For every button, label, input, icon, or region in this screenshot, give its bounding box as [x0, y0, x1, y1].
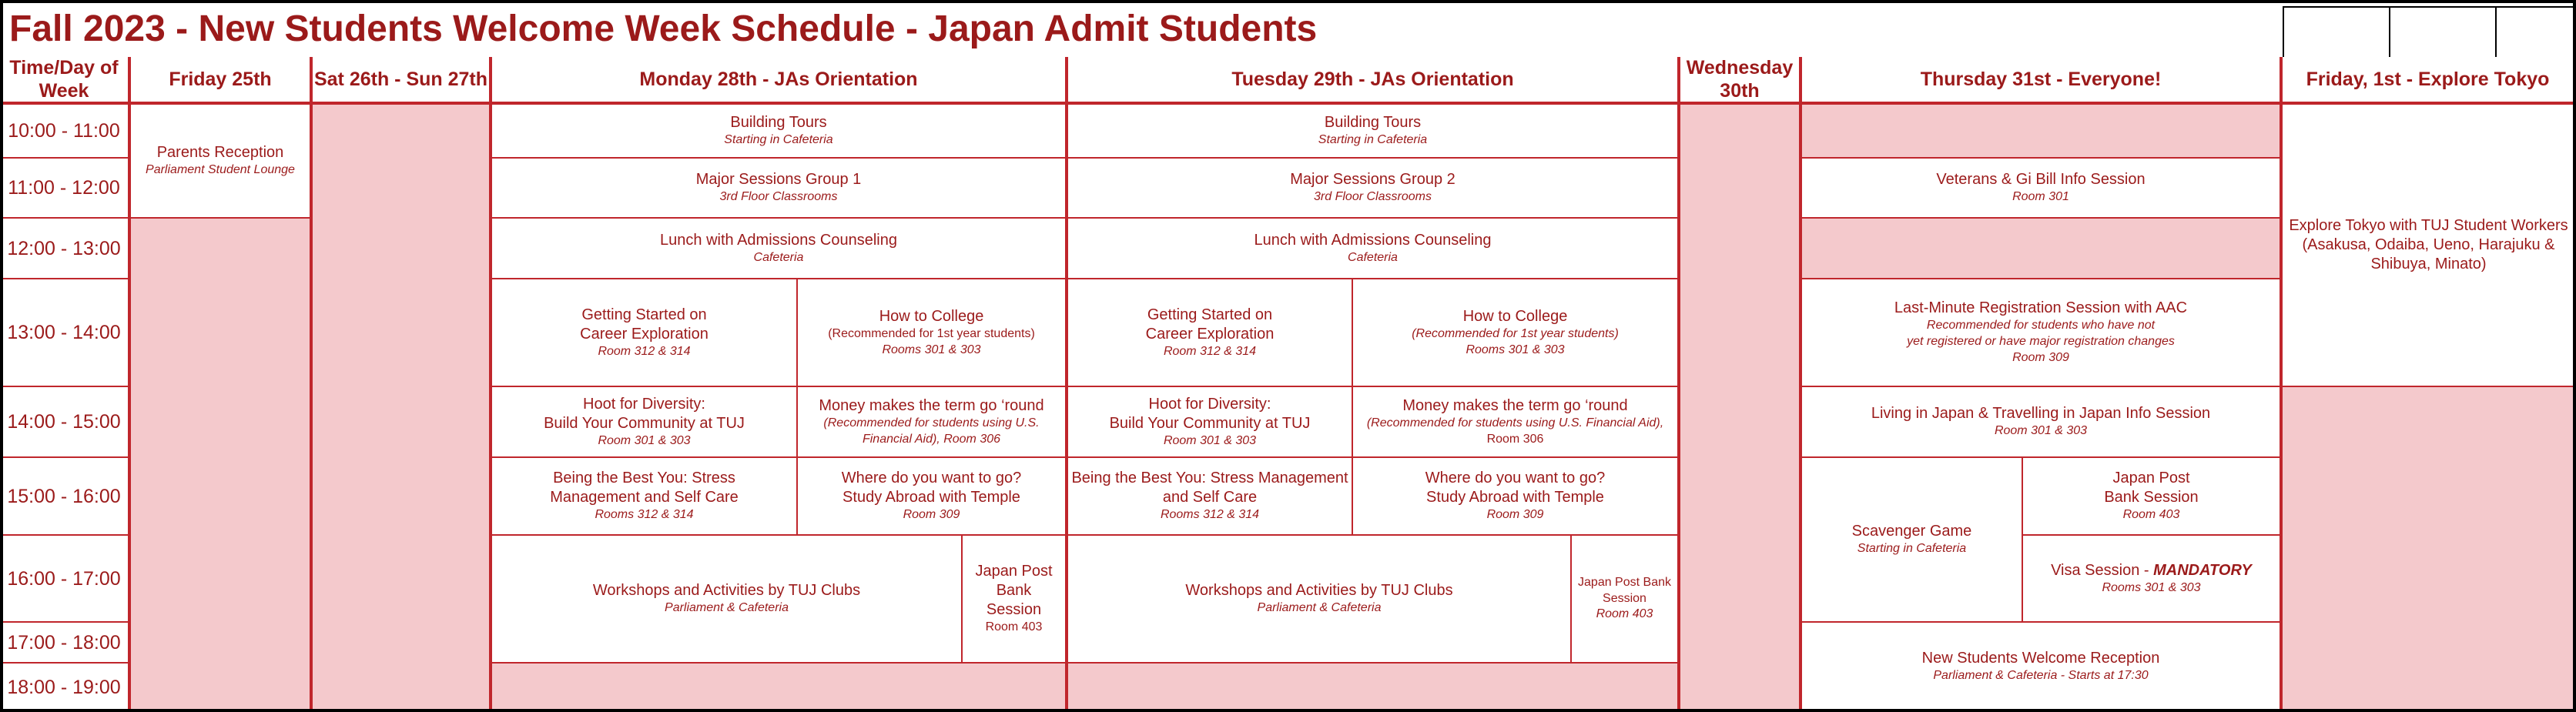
time-slot: 16:00 - 17:00: [0, 536, 131, 623]
event-major-sessions: Major Sessions Group 1 3rd Floor Classrooms: [492, 159, 1068, 219]
header-wednesday-30: Wednesday 30th: [1680, 57, 1802, 105]
time-slot: 12:00 - 13:00: [0, 219, 131, 279]
event-how-to-college: How to College (Recommended for 1st year students) Rooms 301 & 303: [798, 279, 1068, 387]
time-slot: 14:00 - 15:00: [0, 387, 131, 458]
time-slot: 18:00 - 19:00: [0, 664, 131, 712]
event-japan-post-bank: Japan Post Bank Session Room 403: [1572, 536, 1680, 664]
event-japan-post-bank: Japan Post Bank Session Room 403: [963, 536, 1068, 664]
event-club-workshops: Workshops and Activities by TUJ Clubs Parliament & Cafeteria: [1068, 536, 1572, 664]
time-slot: 13:00 - 14:00: [0, 279, 131, 387]
event-japan-post-bank: Japan Post Bank Session Room 403: [2023, 458, 2283, 536]
event-lunch: Lunch with Admissions Counseling Cafeteria: [1068, 219, 1680, 279]
event-study-abroad: Where do you want to go? Study Abroad with Temple Room 309: [798, 458, 1068, 536]
event-club-workshops: Workshops and Activities by TUJ Clubs Parliament & Cafeteria: [492, 536, 963, 664]
event-hoot-for-diversity: Hoot for Diversity: Build Your Community at TUJ Room 301 & 303: [492, 387, 798, 458]
event-major-sessions: Major Sessions Group 2 3rd Floor Classrooms: [1068, 159, 1680, 219]
event-living-in-japan: Living in Japan & Travelling in Japan Info Session Room 301 & 303: [1802, 387, 2283, 458]
event-welcome-reception: New Students Welcome Reception Parliament & Cafeteria - Starts at 17:30: [1802, 623, 2283, 712]
time-slot: 11:00 - 12:00: [0, 159, 131, 219]
header-friday-25: Friday 25th: [131, 57, 313, 105]
event-building-tours: Building Tours Starting in Cafeteria: [1068, 105, 1680, 159]
header-time: Time/Day of Week: [0, 57, 131, 105]
header-sat-sun: Sat 26th - Sun 27th: [313, 57, 492, 105]
time-slot: 10:00 - 11:00: [0, 105, 131, 159]
event-stress-management: Being the Best You: Stress Management and Self Care Rooms 312 & 314: [1068, 458, 1353, 536]
event-lunch: Lunch with Admissions Counseling Cafeteria: [492, 219, 1068, 279]
header-monday-28: Monday 28th - JAs Orientation: [492, 57, 1068, 105]
mandatory-label: MANDATORY: [2153, 561, 2252, 579]
event-last-minute-registration: Last-Minute Registration Session with AAC Recommended for students who have not yet registered or have major registration changes Room 309: [1802, 279, 2283, 387]
page-title: Fall 2023 - New Students Welcome Week Schedule - Japan Admit Students: [9, 8, 1318, 49]
header-tuesday-29: Tuesday 29th - JAs Orientation: [1068, 57, 1680, 105]
event-career-exploration: Getting Started on Career Exploration Room 312 & 314: [1068, 279, 1353, 387]
event-hoot-for-diversity: Hoot for Diversity: Build Your Community at TUJ Room 301 & 303: [1068, 387, 1353, 458]
event-how-to-college: How to College (Recommended for 1st year students) Rooms 301 & 303: [1353, 279, 1680, 387]
event-scavenger-game: Scavenger Game Starting in Cafeteria: [1802, 458, 2023, 623]
event-money-makes-term: Money makes the term go ‘round (Recommended for students using U.S. Financial Aid), Room 306: [798, 387, 1068, 458]
event-money-makes-term: Money makes the term go ‘round (Recommended for students using U.S. Financial Aid), Room 306: [1353, 387, 1680, 458]
event-parents-reception: Parents Reception Parliament Student Lounge: [131, 105, 313, 219]
event-study-abroad: Where do you want to go? Study Abroad with Temple Room 309: [1353, 458, 1680, 536]
header-thursday-31: Thursday 31st - Everyone!: [1802, 57, 2283, 105]
event-veterans-gi-bill: Veterans & Gi Bill Info Session Room 301: [1802, 159, 2283, 219]
event-visa-session: Visa Session - MANDATORY Rooms 301 & 303: [2023, 536, 2283, 623]
header-friday-1: Friday, 1st - Explore Tokyo: [2283, 57, 2576, 105]
time-slot: 17:00 - 18:00: [0, 623, 131, 664]
event-career-exploration: Getting Started on Career Exploration Room 312 & 314: [492, 279, 798, 387]
time-slot: 15:00 - 16:00: [0, 458, 131, 536]
event-building-tours: Building Tours Starting in Cafeteria: [492, 105, 1068, 159]
event-explore-tokyo: Explore Tokyo with TUJ Student Workers (Asakusa, Odaiba, Ueno, Harajuku & Shibuya, Minato): [2283, 105, 2576, 387]
event-stress-management: Being the Best You: Stress Management and Self Care Rooms 312 & 314: [492, 458, 798, 536]
